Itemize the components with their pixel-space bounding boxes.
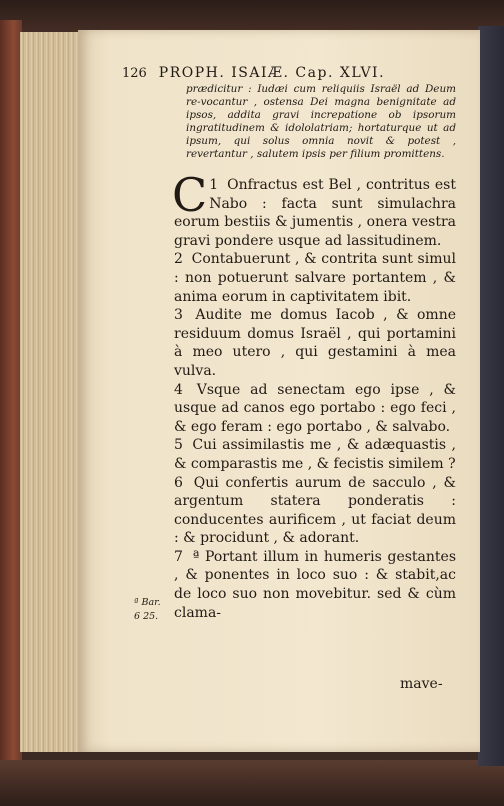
margin-note	[134, 596, 161, 624]
verse-text: ª Portant illum in humeris gestantes , & ponentes in loco suo : & stabit,ac de loco suo non movebitur. sed & cùm clama-	[174, 548, 456, 621]
verse-text: Onfractus est Bel , contritus est Nabo : facta sunt simulachra eorum bestiis & jumentis , onera vestra gravi pondere usque ad lassitudinem.	[174, 177, 456, 249]
verse-number: 3	[174, 307, 183, 324]
verse-number: 5	[174, 437, 183, 454]
verse-text: Vsque ad senectam ego ipse , & usque ad canos ego portabo : ego feci , & ego feram : ego portabo , & salvabo.	[174, 381, 456, 435]
verse-number: 4	[174, 381, 183, 398]
verse-body	[172, 168, 457, 622]
verse-text: Audite me domus Iacob , & omne residuum domus Israël , qui portamini à meo utero , qui gestamini à mea vulva.	[174, 307, 456, 379]
verse-3	[174, 306, 456, 380]
verse-number: 7	[174, 548, 183, 565]
verse-2	[174, 250, 456, 306]
verse-6	[174, 474, 456, 548]
book-cover-left	[0, 20, 22, 760]
background-bottom	[0, 760, 504, 806]
verse-1	[172, 168, 456, 250]
drop-cap: C	[172, 168, 208, 222]
verse-text: Cui assimilastis me , & adæquastis , & comparastis me , & fecistis similem ?	[174, 437, 457, 472]
verse-number: 2	[174, 251, 183, 268]
catchword: mave-	[400, 676, 443, 692]
page-edges	[20, 32, 85, 752]
page-number: 126	[122, 66, 147, 81]
margin-note-verse: 6 25.	[134, 611, 159, 622]
verse-number: 6	[174, 474, 183, 491]
chapter-summary: prædicitur : Iudæi cum reliquiis Israël ad Deum re-vocantur , ostensa Dei magna benignitate ad ipsos, addita gravi increpatione ob ipsorum ingratitudinem & idololatriam; hortaturque ut ad ipsum, qui solus omnia novit & potest , revertantur , salutem ipsis per filium promittens.	[186, 83, 456, 160]
verse-4	[174, 381, 456, 437]
verse-number: 1	[209, 177, 219, 193]
book-cover-right	[478, 26, 504, 766]
margin-note-ref: ª Bar.	[134, 597, 161, 608]
verse-7	[174, 548, 456, 622]
running-title: PROPH. ISAIÆ. Cap. XLVI.	[158, 65, 386, 81]
verse-text: Qui confertis aurum de sacculo , & argentum statera ponderatis : conducentes aurificem , ut faciat deum : & procidunt , & adorant.	[174, 474, 456, 547]
verse-5	[174, 436, 456, 473]
verse-text: Contabuerunt , & contrita sunt simul : non potuerunt salvare portantem , & anima eorum in captivitatem ibit.	[174, 251, 456, 305]
page-header	[122, 65, 385, 81]
